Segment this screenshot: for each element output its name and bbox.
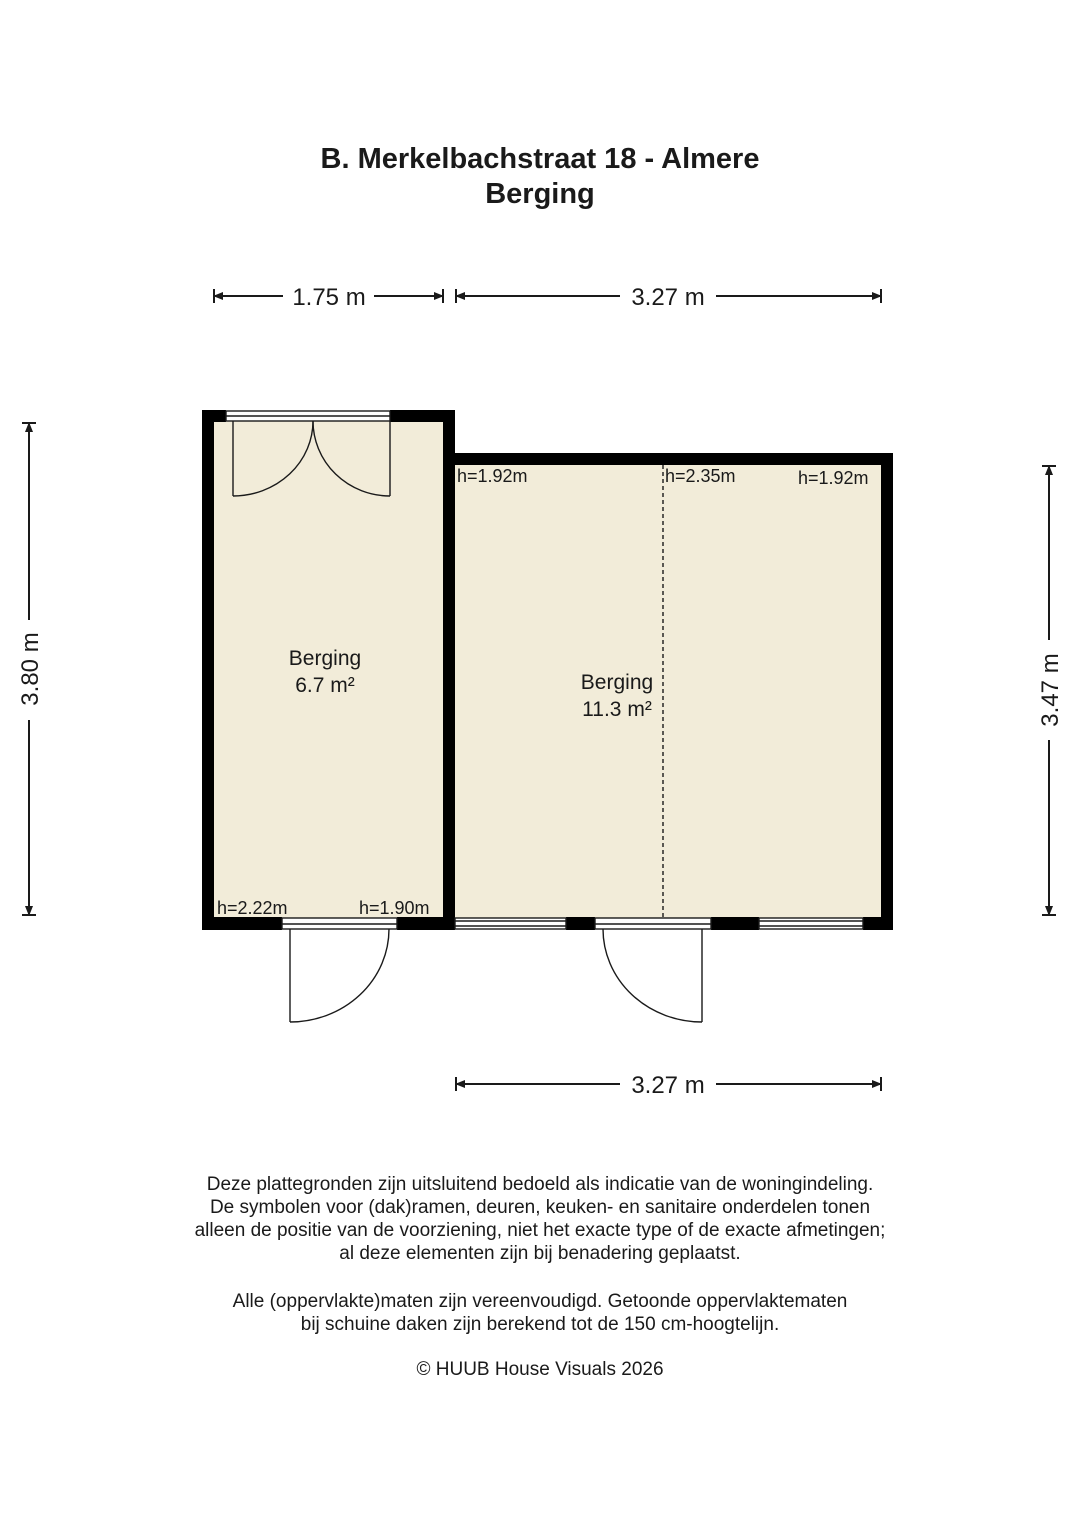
copyright: © HUUB House Visuals 2026 [416,1359,664,1380]
height-label: h=1.92m [457,466,528,486]
height-label: h=2.35m [665,466,736,486]
disclaimer-block [0,1173,1080,1265]
height-label: h=2.22m [217,898,288,918]
disclaimer-line: bij schuine daken zijn berekend tot de 150 cm-hoogtelijn. [300,1314,780,1335]
dimension-bottom [456,1072,881,1099]
dimension-label: 3.80 m [17,632,44,706]
dimension-label: 1.75 m [292,284,366,311]
dimension-right [1037,466,1064,915]
plan-title: B. Merkelbachstraat 18 - Almere [320,143,760,175]
disclaimer-line: De symbolen voor (dak)ramen, deuren, keuken- en sanitaire onderdelen tonen [209,1197,871,1218]
room-floor-small [208,416,448,924]
window-left [455,918,566,929]
room-name-small: Berging [288,647,362,670]
dimension-left [17,423,44,915]
dimension-label: 3.27 m [631,284,705,311]
height-label: h=1.92m [798,468,869,488]
room-area-small: 6.7 m² [295,674,355,697]
measurement-note [0,1290,1080,1336]
room-name-large: Berging [580,671,654,694]
dimension-label: 3.47 m [1037,653,1064,727]
window-right [759,918,863,929]
room-area-large: 11.3 m² [582,698,652,721]
door-large-room [595,918,711,1022]
disclaimer-line: Deze plattegronden zijn uitsluitend bedoeld als indicatie van de woningindeling. [206,1174,874,1195]
door-small-room [282,918,397,1022]
room-floor-large [448,459,887,924]
height-label: h=1.90m [359,898,430,918]
plan-subtitle: Berging [485,178,595,210]
disclaimer-line: alleen de positie van de voorziening, niet het exacte type of de exacte afmetingen; [194,1220,886,1241]
dimension-top-left [214,284,443,311]
dimension-label: 3.27 m [631,1072,705,1099]
disclaimer-line: al deze elementen zijn bij benadering geplaatst. [339,1243,741,1264]
disclaimer-line: Alle (oppervlakte)maten zijn vereenvoudigd. Getoonde oppervlaktematen [232,1291,848,1312]
dimension-top-right [456,284,881,311]
